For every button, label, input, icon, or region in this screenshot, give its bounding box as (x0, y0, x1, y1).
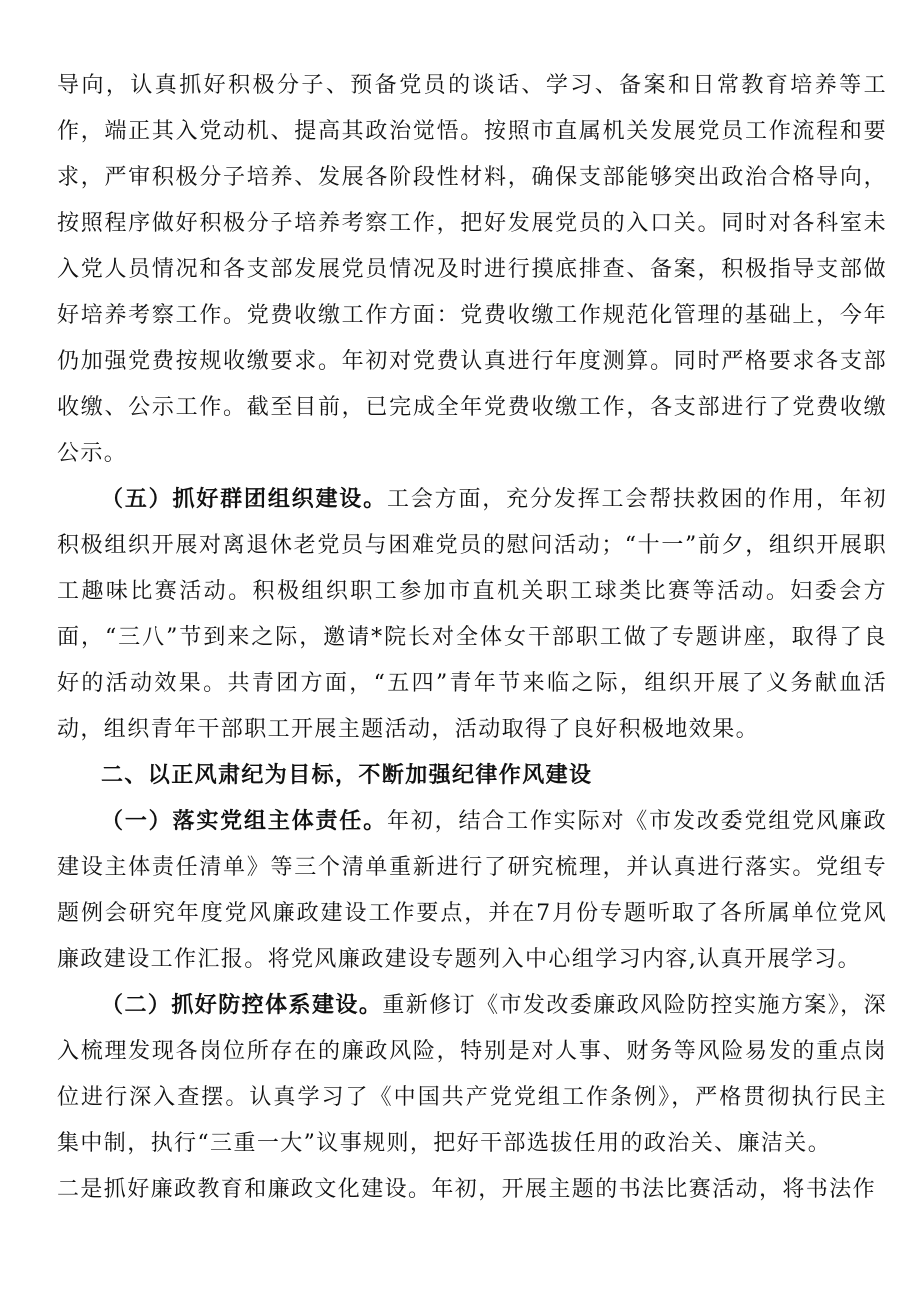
paragraph-text: 工会方面，充分发挥工会帮扶救困的作用，年初积极组织开展对离退休老党员与困难党员的慰问活动；“十一”前夕，组织开展职工趣味比赛活动。积极组织职工参加市直机关职工球类比赛等活动。妇委会方面，“三八”节到来之际，邀请*院长对全体女干部职工做了专题讲座，取得了良好的活动效果。共青团方面，“五四”青年节来临之际，组织开展了义务献血活动，组织青年干部职工开展主题活动，活动取得了良好积极地效果。 (57, 487, 887, 742)
paragraph-mass-organizations (57, 477, 887, 753)
section-lead-1: （一）落实党组主体责任。 (101, 809, 387, 834)
paragraph-prevention-system (57, 983, 887, 1213)
paragraph-party-responsibility (57, 799, 887, 983)
paragraph-text-continued: 二是抓好廉政教育和廉政文化建设。年初，开展主题的书法比赛活动，将书法作 (57, 1177, 877, 1202)
section-lead-5: （五）抓好群团组织建设。 (101, 487, 387, 512)
paragraph-text: 年初，结合工作实际对《市发改委党组党风廉政建设主体责任清单》等三个清单重新进行了研究梳理，并认真进行落实。党组专题例会研究年度党风廉政建设工作要点，并在7月份专题听取了各所属单位党风廉政建设工作汇报。将党风廉政建设专题列入中心组学习内容,认真开展学习。 (57, 809, 887, 972)
paragraph-text: 重新修订《市发改委廉政风险防控实施方案》，深入梳理发现各岗位所存在的廉政风险，特别是对人事、财务等风险易发的重点岗位进行深入查摆。认真学习了《中国共产党党组工作条例》，严格贯彻执行民主集中制，执行“三重一大”议事规则，把好干部选拔任用的政治关、廉洁关。 (57, 993, 887, 1156)
paragraph-text: 导向，认真抓好积极分子、预备党员的谈话、学习、备案和日常教育培养等工作，端正其入党动机、提高其政治觉悟。按照市直属机关发展党员工作流程和要求，严审积极分子培养、发展各阶段性材料，确保支部能够突出政治合格导向，按照程序做好积极分子培养考察工作，把好发展党员的入口关。同时对各科室未入党人员情况和各支部发展党员情况及时进行摸底排查、备案，积极指导支部做好培养考察工作。党费收缴工作方面：党费收缴工作规范化管理的基础上，今年仍加强党费按规收缴要求。年初对党费认真进行年度测算。同时严格要求各支部收缴、公示工作。截至目前，已完成全年党费收缴工作，各支部进行了党费收缴公示。 (57, 73, 887, 466)
section-heading-2: 二、以正风肃纪为目标，不断加强纪律作风建设 (101, 763, 593, 788)
paragraph-party-member-development (57, 63, 887, 477)
document-body (57, 63, 887, 1213)
section-lead-2: （二）抓好防控体系建设。 (101, 993, 383, 1018)
